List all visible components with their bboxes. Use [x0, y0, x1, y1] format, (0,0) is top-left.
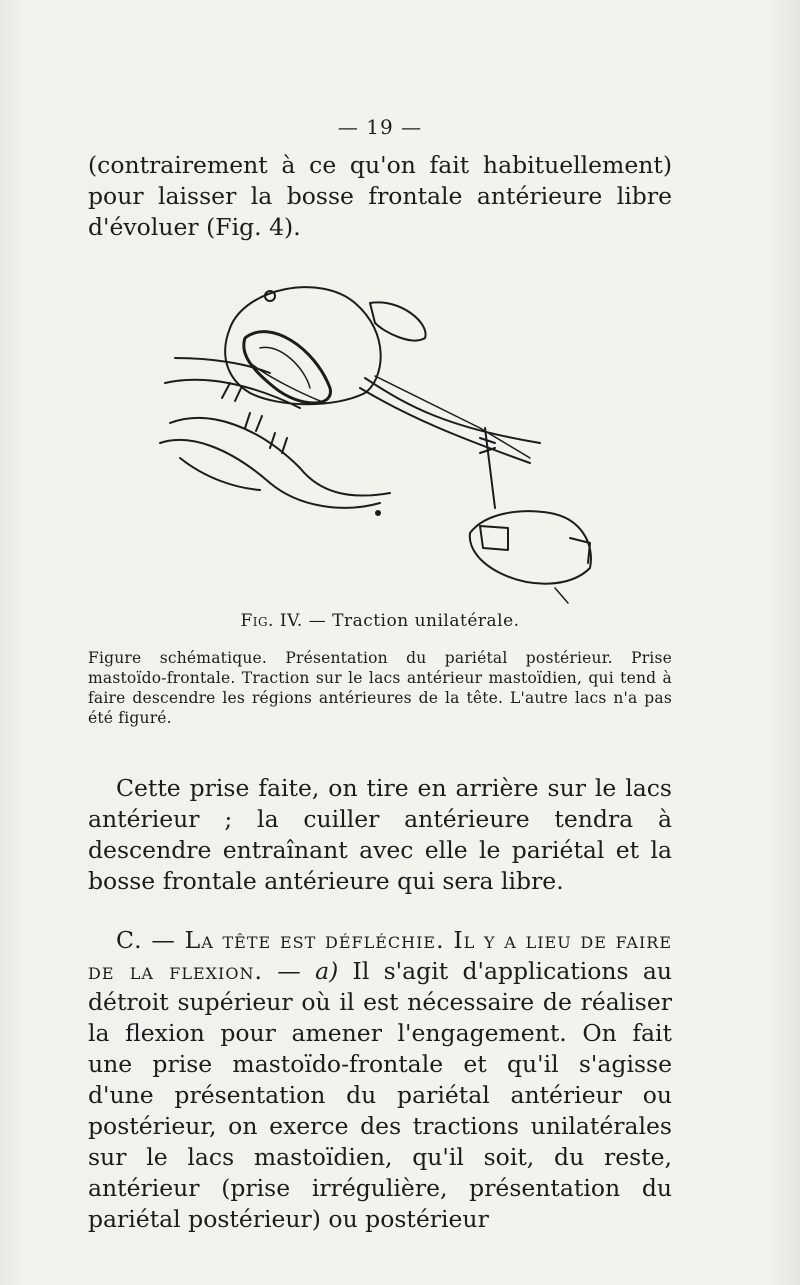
figure-description: Figure schématique. Présentation du pariétal postérieur. Prise mastoïdo-frontale. Traction sur le lacs antérieur mastoïdien, qui tend à faire descendre les régions antérieures de la tête. L'autre lacs n'a pas été figuré.: [88, 649, 672, 727]
intro-paragraph: (contrairement à ce qu'on fait habituellement) pour laisser la bosse frontale antérieure libre d'évoluer (Fig. 4).: [88, 151, 672, 241]
section-c-marker: a): [315, 957, 339, 985]
section-c-text: Il s'agit d'applications au détroit supérieur où il est nécessaire de réaliser la flexion pour amener l'engagement. On fait une prise mastoïdo-frontale et qu'il s'agisse d'une présentation du pariétal antérieur ou postérieur, on exerce des tractions unilatérales sur le lacs mastoïdien, qu'il soit, du reste, antérieur (prise irrégulière, présentation du pariétal postérieur) ou postérieur: [88, 957, 672, 1233]
figure-caption: [88, 611, 672, 631]
main-paragraph: Cette prise faite, on tire en arrière sur le lacs antérieur ; la cuiller antérieure tendra à descendre entraînant avec elle le pariétal et la bosse frontale antérieure qui sera libre.: [88, 774, 672, 895]
page-number: — 19 —: [337, 115, 423, 139]
section-c-heading: C. — La tête est défléchie. Il y a lieu de faire de la flexion.: [88, 926, 672, 985]
figure-label: Fig. IV.: [240, 611, 303, 631]
section-c-paragraph: [88, 925, 672, 1235]
figure-illustration: [150, 268, 610, 608]
figure-title: — Traction unilatérale.: [302, 611, 520, 631]
section-c-separator: —: [277, 957, 316, 985]
